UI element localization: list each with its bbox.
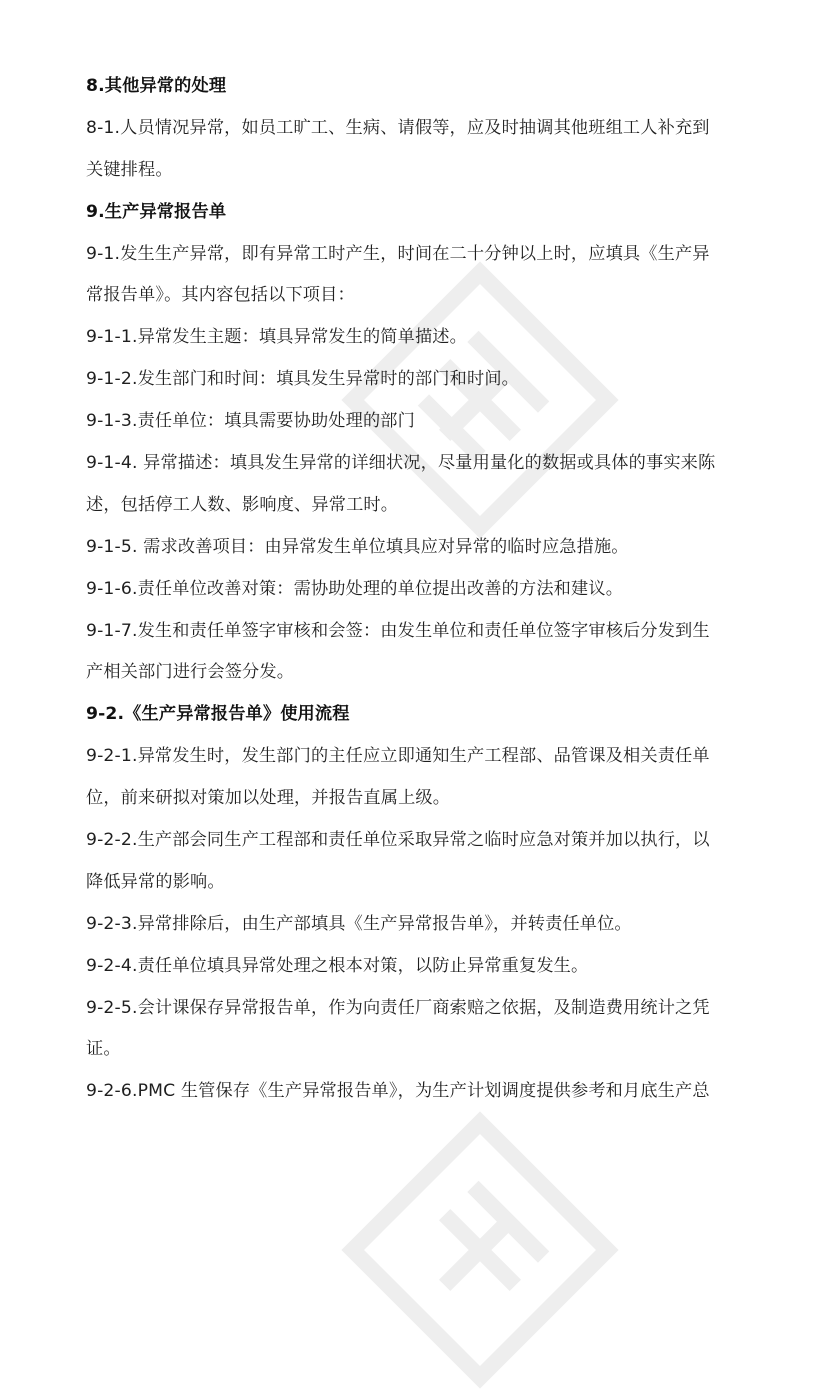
document-page — [86, 66, 788, 1113]
list-item-9-1-6: 9-1-6.责任单位改善对策：需协助处理的单位提出改善的方法和建议。 — [86, 578, 624, 599]
list-item-9-2-1-cont: 位，前来研拟对策加以处理，并报告直属上级。 — [86, 788, 451, 809]
list-item-9-2-1: 9-2-1.异常发生时，发生部门的主任应立即通知生产工程部、品管课及相关责任单 — [86, 746, 710, 767]
paragraph-line: 8-1.人员情况异常，如员工旷工、生病、请假等，应及时抽调其他班组工人补充到 — [86, 117, 710, 138]
section-heading: 8.其他异常的处理 — [86, 76, 227, 96]
section-heading: 9-2.《生产异常报告单》使用流程 — [86, 704, 350, 725]
list-item-9-2-5-cont: 证。 — [86, 1039, 121, 1060]
list-item-9-2-5: 9-2-5.会计课保存异常报告单，作为向责任厂商索赔之依据，及制造费用统计之凭 — [86, 997, 710, 1018]
list-item-9-1-1: 9-1-1.异常发生主题：填具异常发生的简单描述。 — [86, 327, 467, 348]
list-item-9-1-4-cont: 述，包括停工人数、影响度、异常工时。 — [86, 494, 399, 515]
paragraph-line: 9-1.发生生产异常，即有异常工时产生，时间在二十分钟以上时，应填具《生产异 — [86, 243, 710, 264]
list-item-9-2-4: 9-2-4.责任单位填具异常处理之根本对策，以防止异常重复发生。 — [86, 955, 589, 976]
list-item-9-1-3: 9-1-3.责任单位：填具需要协助处理的部门 — [86, 411, 415, 432]
paragraph-line: 关键排程。 — [86, 159, 173, 180]
list-item-9-2-6: 9-2-6.PMC 生管保存《生产异常报告单》，为生产计划调度提供参考和月底生产总 — [86, 1081, 710, 1102]
list-item-9-1-2: 9-1-2.发生部门和时间：填具发生异常时的部门和时间。 — [86, 369, 519, 390]
list-item-9-1-7-cont: 产相关部门进行会签分发。 — [86, 662, 295, 683]
list-item-9-1-7: 9-1-7.发生和责任单签字审核和会签：由发生单位和责任单位签字审核后分发到生 — [86, 620, 710, 641]
list-item-9-2-3: 9-2-3.异常排除后，由生产部填具《生产异常报告单》，并转责任单位。 — [86, 913, 632, 934]
list-item-9-1-5: 9-1-5. 需求改善项目：由异常发生单位填具应对异常的临时应急措施。 — [86, 536, 629, 557]
list-item-9-1-4: 9-1-4. 异常描述：填具发生异常的详细状况，尽量用量化的数据或具体的事实来陈 — [86, 453, 716, 474]
paragraph-line: 常报告单》。其内容包括以下项目： — [86, 285, 355, 306]
section-heading: 9.生产异常报告单 — [86, 201, 227, 222]
list-item-9-2-2: 9-2-2.生产部会同生产工程部和责任单位采取异常之临时应急对策并加以执行，以 — [86, 830, 710, 851]
list-item-9-2-2-cont: 降低异常的影响。 — [86, 871, 225, 892]
watermark-logo-icon-bottom — [330, 1100, 630, 1400]
